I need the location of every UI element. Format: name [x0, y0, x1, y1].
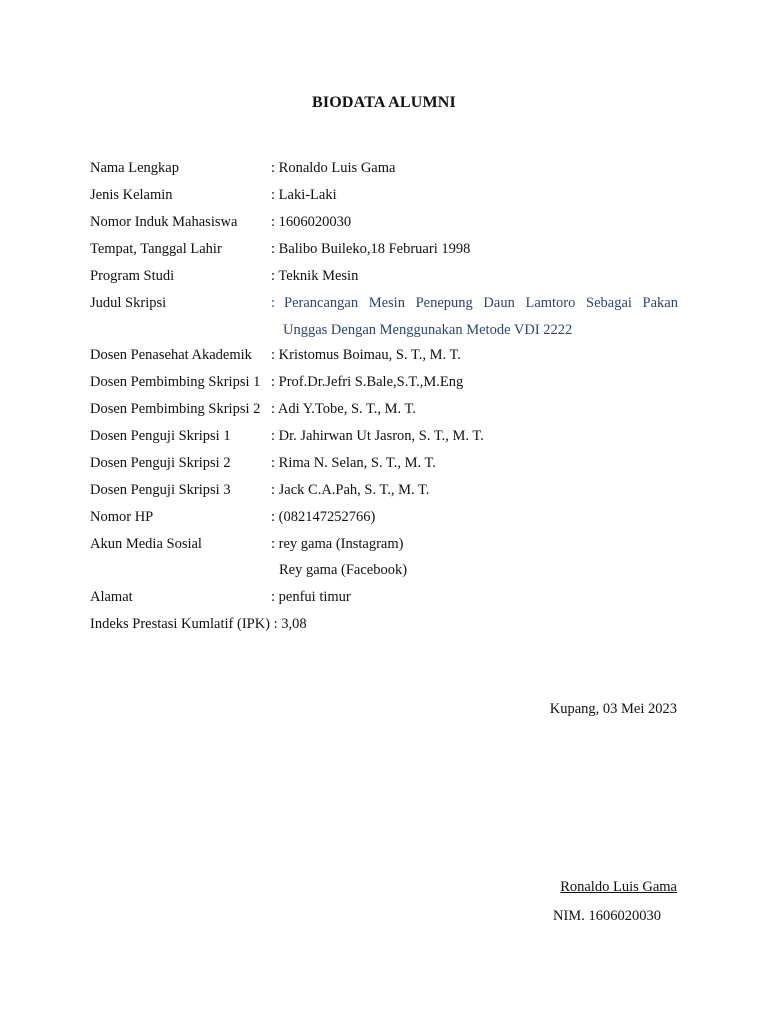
thesis-title-line-1: Perancangan Mesin Penepung Daun Lamtoro Sebagai Pakan: [284, 295, 678, 311]
social-media-facebook: Rey gama (Facebook): [279, 562, 408, 578]
field-label: Program Studi: [90, 268, 175, 284]
field-label: Akun Media Sosial: [90, 536, 202, 552]
field-value: : Prof.Dr.Jefri S.Bale,S.T.,M.Eng: [271, 374, 464, 390]
field-label: Nama Lengkap: [90, 160, 179, 176]
field-nomor-hp: [90, 507, 680, 527]
field-label: Judul Skripsi: [90, 295, 167, 311]
field-program-studi: [90, 266, 680, 286]
field-value: : Jack C.A.Pah, S. T., M. T.: [271, 482, 430, 498]
signature-nim: NIM. 1606020030: [553, 908, 661, 924]
field-nama-lengkap: [90, 158, 680, 178]
field-value: : Rima N. Selan, S. T., M. T.: [271, 455, 436, 471]
field-dosen-penguji-1: [90, 426, 680, 446]
field-alamat: [90, 587, 680, 607]
field-dosen-penasehat: [90, 345, 680, 365]
field-akun-media-sosial: [90, 534, 680, 554]
field-label: Dosen Penasehat Akademik: [90, 347, 252, 363]
field-label: Nomor Induk Mahasiswa: [90, 214, 238, 230]
field-label: Dosen Pembimbing Skripsi 1: [90, 374, 261, 390]
field-dosen-pembimbing-1: [90, 372, 680, 392]
field-dosen-penguji-3: [90, 480, 680, 500]
field-value: : Laki-Laki: [271, 187, 337, 203]
field-ipk: Indeks Prestasi Kumlatif (IPK) : 3,08: [90, 616, 307, 632]
field-value: : Adi Y.Tobe, S. T., M. T.: [271, 401, 416, 417]
field-value: : 1606020030: [271, 214, 352, 230]
field-label: Jenis Kelamin: [90, 187, 173, 203]
field-label: Dosen Penguji Skripsi 2: [90, 455, 231, 471]
field-colon: :: [271, 295, 276, 311]
field-label: Nomor HP: [90, 509, 154, 525]
field-value: : Kristomus Boimau, S. T., M. T.: [271, 347, 461, 363]
field-label: Dosen Penguji Skripsi 3: [90, 482, 231, 498]
field-value: : Teknik Mesin: [271, 268, 359, 284]
field-nomor-induk: [90, 212, 680, 232]
field-value: : Dr. Jahirwan Ut Jasron, S. T., M. T.: [271, 428, 484, 444]
field-jenis-kelamin: [90, 185, 680, 205]
field-value: : penfui timur: [271, 589, 351, 605]
page-title: BIODATA ALUMNI: [311, 94, 456, 111]
field-value: : Ronaldo Luis Gama: [271, 160, 396, 176]
thesis-title-line-2: Unggas Dengan Menggunakan Metode VDI 2222: [283, 322, 573, 338]
field-dosen-penguji-2: [90, 453, 680, 473]
field-label: Dosen Pembimbing Skripsi 2: [90, 401, 261, 417]
field-label: Dosen Penguji Skripsi 1: [90, 428, 231, 444]
field-label: Tempat, Tanggal Lahir: [90, 241, 222, 257]
place-date: Kupang, 03 Mei 2023: [549, 701, 677, 717]
signature-name: Ronaldo Luis Gama: [560, 879, 677, 895]
field-value: : rey gama (Instagram): [271, 536, 404, 552]
field-dosen-pembimbing-2: [90, 399, 680, 419]
field-tempat-tanggal-lahir: [90, 239, 680, 259]
field-value: : (082147252766): [271, 509, 376, 525]
field-value: : Balibo Buileko,18 Februari 1998: [271, 241, 471, 257]
field-label: Alamat: [90, 589, 133, 605]
